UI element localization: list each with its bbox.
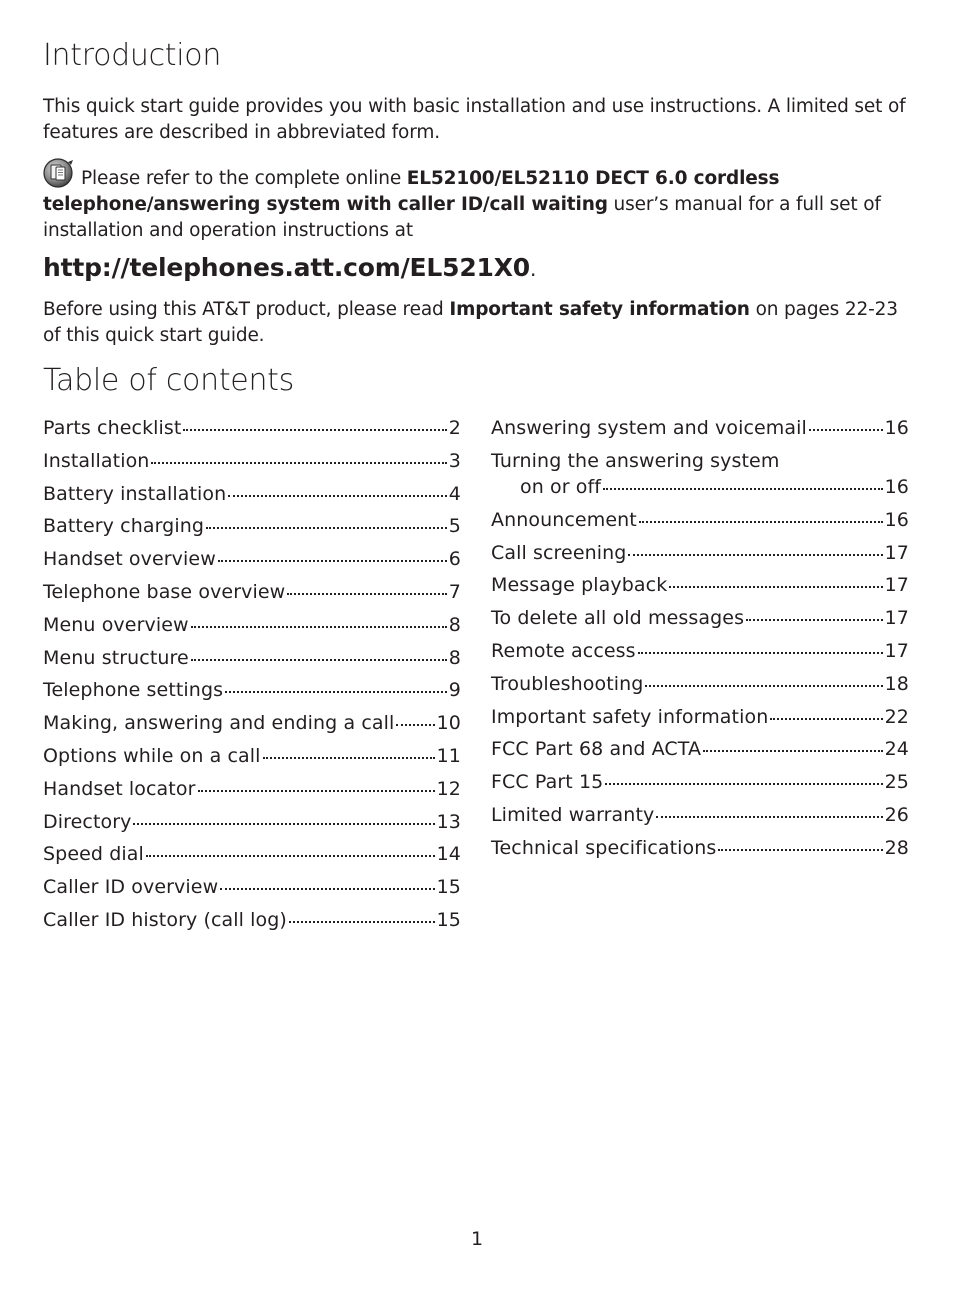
manual-url[interactable]: http://telephones.att.com/EL521X0 [43,253,530,282]
toc-entry-label: Answering system and voicemail [491,417,807,439]
toc-entry[interactable] [43,412,461,445]
toc-entry-page: 16 [884,417,909,439]
toc-entry[interactable] [43,740,461,773]
toc-entry[interactable] [491,832,909,865]
toc-entry-page: 17 [884,574,909,597]
toc-entry-line2 [491,474,909,504]
toc-entry[interactable] [491,635,909,668]
toc-entry[interactable] [491,668,909,701]
toc-entry-label: Menu structure [43,646,189,669]
leader-dots [218,560,447,562]
toc-entry-label: Telephone base overview [43,580,286,603]
toc-entry-multiline[interactable] [491,445,909,504]
toc-entry[interactable] [43,478,461,511]
toc-entry-page: 8 [448,646,461,669]
toc-entry-page: 17 [884,639,909,662]
leader-dots [263,757,435,759]
leader-dots [206,527,447,529]
toc-entry-label: Battery charging [43,515,205,538]
leader-dots [639,521,883,523]
safety-info-reference: Important safety information [449,299,750,320]
manual-note-icon [43,158,75,188]
toc-entry-page: 9 [448,679,461,702]
note-text-prefix: Please refer to the complete online [81,168,407,189]
toc-entry[interactable] [43,543,461,576]
safety-text-prefix: Before using this AT&T product, please read [43,299,450,320]
toc-entry-page: 24 [884,738,909,761]
leader-dots [809,429,883,431]
toc-entry[interactable] [491,412,909,445]
leader-dots [396,724,434,726]
leader-dots [183,429,446,431]
leader-dots [605,783,882,785]
toc-right-column [491,412,909,865]
leader-dots [146,855,435,857]
toc-entry-label: Handset locator [43,777,196,800]
toc-entry-label: Parts checklist [43,417,182,439]
toc-entry-label: Important safety information [491,705,769,728]
toc-entry-page: 6 [448,548,461,571]
leader-dots [225,691,447,693]
leader-dots [151,462,446,464]
leader-dots [770,718,882,720]
manual-url-line [43,252,536,285]
leader-dots [628,554,882,556]
manual-reference-note [43,158,911,244]
toc-entry-label: Handset overview [43,548,216,571]
toc-entry-page: 16 [884,508,909,531]
toc-entry[interactable] [491,602,909,635]
toc-entry[interactable] [491,766,909,799]
toc-entry[interactable] [43,773,461,806]
toc-entry-page: 13 [436,810,461,833]
toc-entry[interactable] [43,707,461,740]
toc-entry-page: 5 [448,515,461,538]
toc-entry-page: 12 [436,777,461,800]
toc-entry[interactable] [43,510,461,543]
leader-dots [133,823,434,825]
toc-entry-page: 17 [884,607,909,630]
toc-entry-label: Options while on a call [43,744,261,767]
toc-entry-label: Battery installation [43,482,227,505]
toc-entry-label-line2: on or off [520,475,602,498]
toc-entry-label: FCC Part 15 [491,771,604,794]
toc-entry[interactable] [491,733,909,766]
leader-dots [703,750,883,752]
toc-entry-page: 2 [448,417,461,439]
toc-entry-label: To delete all old messages [491,607,745,630]
toc-entry-label: Call screening [491,541,627,564]
leader-dots [289,921,435,923]
toc-entry-page: 7 [448,580,461,603]
toc-entry-page: 26 [884,803,909,826]
toc-entry-page: 18 [884,672,909,695]
leader-dots [718,849,882,851]
toc-entry-page: 11 [436,744,461,767]
toc-entry-label: Caller ID overview [43,876,219,899]
toc-entry-label: Announcement [491,508,637,531]
toc-entry-label: Installation [43,449,150,472]
toc-entry-page: 16 [884,475,909,498]
toc-entry[interactable] [43,576,461,609]
toc-entry-label: Limited warranty [491,803,655,826]
toc-entry-page: 10 [436,712,461,735]
toc-entry-label: Speed dial [43,843,144,866]
toc-entry-page: 28 [884,836,909,859]
leader-dots [746,619,883,621]
toc-entry[interactable] [491,799,909,832]
toc-entry-label: Remote access [491,639,636,662]
leader-dots [191,626,447,628]
toc-entry-page: 14 [436,843,461,866]
toc-entry-label: Message playback [491,574,668,597]
toc-entry-label-line1: Turning the answering system [491,449,780,472]
leader-dots [228,495,447,497]
note-text-suffix: user’s manual for a full set of installation and operation instructions at [43,194,881,241]
toc-entry-label: Technical specifications [491,836,717,859]
toc-entry-page: 17 [884,541,909,564]
page-number: 1 [470,1228,484,1250]
introduction-heading: Introduction [43,38,222,73]
leader-dots [638,652,883,654]
product-name: EL52100/EL52110 DECT 6.0 cordless telephone/answering system with caller ID/call waiting [43,168,780,215]
leader-dots [603,488,883,490]
toc-entry[interactable] [491,569,909,602]
leader-dots [645,685,882,687]
toc-entry-label: Telephone settings [43,679,224,702]
leader-dots [287,593,447,595]
toc-entry[interactable] [43,904,461,937]
toc-entry[interactable] [43,445,461,478]
toc-entry-label: Menu overview [43,613,189,636]
toc-entry[interactable] [491,537,909,570]
url-period: . [530,257,537,281]
toc-entry-page: 3 [448,449,461,472]
intro-paragraph: This quick start guide provides you with basic installation and use instructions. A limited set of features are described in abbreviated form. [43,96,906,143]
toc-left-column [43,412,461,937]
toc-entry-page: 25 [884,771,909,794]
toc-entry[interactable] [491,504,909,537]
leader-dots [220,888,434,890]
toc-entry[interactable] [491,701,909,734]
leader-dots [191,659,447,661]
toc-entry[interactable] [43,642,461,675]
toc-entry[interactable] [43,609,461,642]
leader-dots [198,790,435,792]
toc-entry-label: FCC Part 68 and ACTA [491,738,702,761]
toc-entry-page: 4 [448,482,461,505]
leader-dots [669,586,882,588]
toc-heading: Table of contents [43,363,294,398]
leader-dots [656,816,882,818]
safety-paragraph [43,297,911,349]
safety-text-suffix: on pages 22-23 of this quick start guide. [43,299,898,346]
toc-entry-label: Caller ID history (call log) [43,908,287,931]
toc-entry-page: 22 [884,705,909,728]
toc-entry[interactable] [43,806,461,839]
toc-entry-page: 15 [436,908,461,931]
toc-entry-page: 15 [436,876,461,899]
toc-entry[interactable] [43,674,461,707]
toc-entry[interactable] [43,871,461,904]
toc-entry-label: Directory [43,810,132,833]
toc-entry-label: Troubleshooting [491,672,644,695]
toc-entry-page: 8 [448,613,461,636]
toc-entry-label: Making, answering and ending a call [43,712,395,735]
toc-entry[interactable] [43,838,461,871]
